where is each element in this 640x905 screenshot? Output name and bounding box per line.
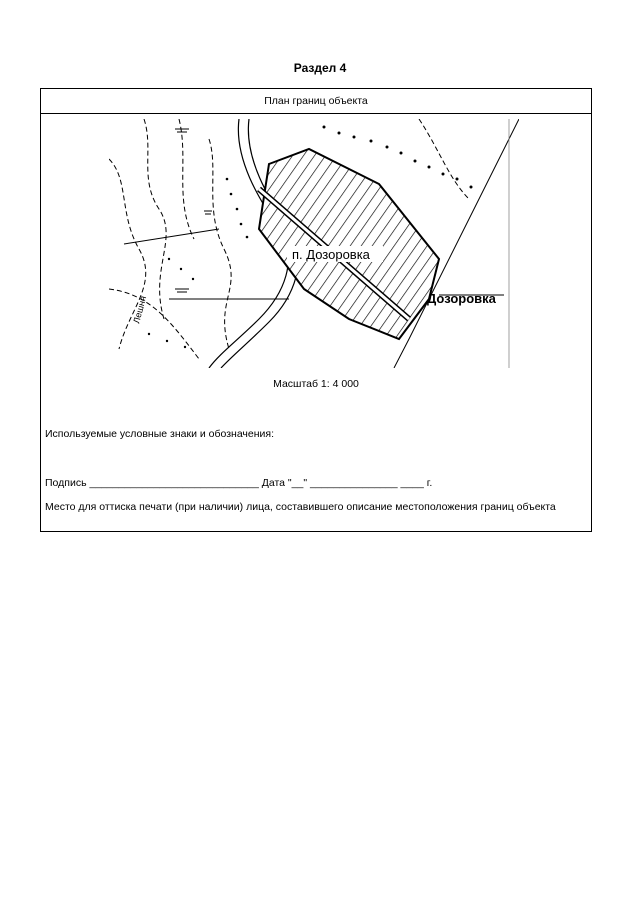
signature-line[interactable]: _____________________________: [89, 477, 259, 489]
road-label: Дозоровка: [427, 291, 496, 306]
settlement-label: п. Дозоровка: [292, 247, 370, 262]
signature-row: [45, 477, 432, 489]
scale-label: Масштаб 1: 4 000: [273, 378, 359, 390]
plan-header: План границ объекта: [41, 89, 591, 114]
plan-frame: [40, 88, 592, 532]
map-symbols: [175, 129, 212, 292]
date-field[interactable]: Дата "__" _______________ ____ г.: [261, 477, 433, 489]
signature-label: Подпись: [45, 477, 87, 489]
section-title: Раздел 4: [293, 61, 347, 75]
stamp-note: Место для оттиска печати (при наличии) лица, составившего описание местоположения границ объекта: [45, 501, 556, 513]
legend-label: Используемые условные знаки и обозначения:: [45, 428, 275, 440]
river-label: Лешня: [131, 294, 149, 325]
boundary-map: [109, 119, 519, 368]
settlement-parcel: [259, 149, 439, 339]
